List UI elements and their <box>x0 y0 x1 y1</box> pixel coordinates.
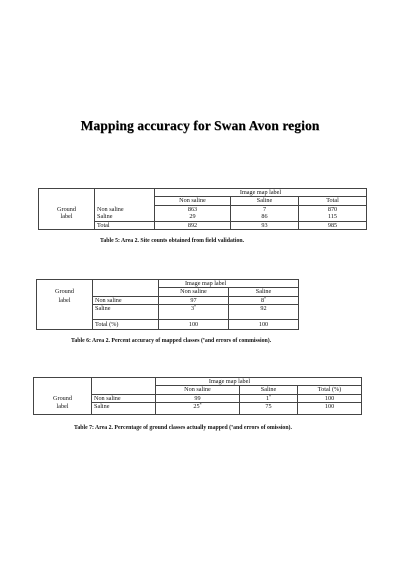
table-5 <box>38 188 367 230</box>
row-label: Non saline <box>93 296 159 304</box>
table-row <box>39 197 367 205</box>
column-header: Saline <box>231 197 299 205</box>
image-map-label: Image map label <box>156 378 362 386</box>
table-cell: 863 <box>155 205 231 213</box>
table-row <box>39 213 367 221</box>
table-cell: 7 <box>231 205 299 213</box>
row-label: Non saline <box>95 205 155 213</box>
table-5-caption: Table 5: Area 2. Site counts obtained from field validation. <box>100 238 245 244</box>
row-label: Total <box>95 221 155 229</box>
table-row <box>34 378 362 386</box>
table-row <box>34 394 362 402</box>
table-cell: 892 <box>155 221 231 229</box>
column-header: Non saline <box>159 288 229 296</box>
column-header: Saline <box>229 288 299 296</box>
table-cell: 99 <box>156 394 240 402</box>
table-cell: 985 <box>299 221 367 229</box>
table-7-caption: Table 7: Area 2. Percentage of ground classes actually mapped (*and errors of omission). <box>74 424 292 431</box>
table-cell: 870 <box>299 205 367 213</box>
table-cell: 29 <box>155 213 231 221</box>
table-row <box>37 280 299 288</box>
column-header: Non saline <box>155 197 231 205</box>
table-6 <box>36 279 299 330</box>
table-row <box>39 189 367 197</box>
column-header: Saline <box>240 386 298 394</box>
table-row <box>37 288 299 296</box>
table-cell: 86 <box>231 213 299 221</box>
image-map-label: Image map label <box>159 280 299 288</box>
column-header: Non saline <box>156 386 240 394</box>
table-cell: 75 <box>240 403 298 414</box>
table-cell: 93 <box>231 221 299 229</box>
column-header: Total <box>299 197 367 205</box>
table-cell: 1* <box>240 394 298 402</box>
table-row <box>34 403 362 414</box>
table-row <box>37 305 299 319</box>
table-row <box>39 205 367 213</box>
table-cell: 100 <box>159 319 229 330</box>
table-cell: 97 <box>159 296 229 304</box>
ground-label: Ground <box>39 205 95 213</box>
column-header: Total (%) <box>298 386 362 394</box>
row-label: Saline <box>92 403 156 414</box>
table-row <box>37 319 299 330</box>
ground-label: Ground <box>37 288 93 296</box>
table-cell: 3* <box>159 305 229 319</box>
row-label: Saline <box>93 305 159 319</box>
table-cell: 115 <box>299 213 367 221</box>
ground-label: label <box>39 213 95 221</box>
row-label: Non saline <box>92 394 156 402</box>
page-title: Mapping accuracy for Swan Avon region <box>80 118 320 133</box>
ground-label: label <box>34 403 92 414</box>
table-cell: 100 <box>229 319 299 330</box>
table-cell: 25* <box>156 403 240 414</box>
table-row <box>34 386 362 394</box>
table-cell: 92 <box>229 305 299 319</box>
table-cell: 8* <box>229 296 299 304</box>
table-row <box>39 221 367 229</box>
table-cell: 100 <box>298 403 362 414</box>
table-6-caption: Table 6: Area 2. Percent accuracy of mapped classes (*and errors of commission). <box>71 337 272 344</box>
ground-label: Ground <box>34 394 92 402</box>
row-label: Total (%) <box>93 319 159 330</box>
image-map-label: Image map label <box>155 189 367 197</box>
table-cell: 100 <box>298 394 362 402</box>
row-label: Saline <box>95 213 155 221</box>
table-7 <box>33 377 362 415</box>
table-row <box>37 296 299 304</box>
ground-label: label <box>37 296 93 304</box>
